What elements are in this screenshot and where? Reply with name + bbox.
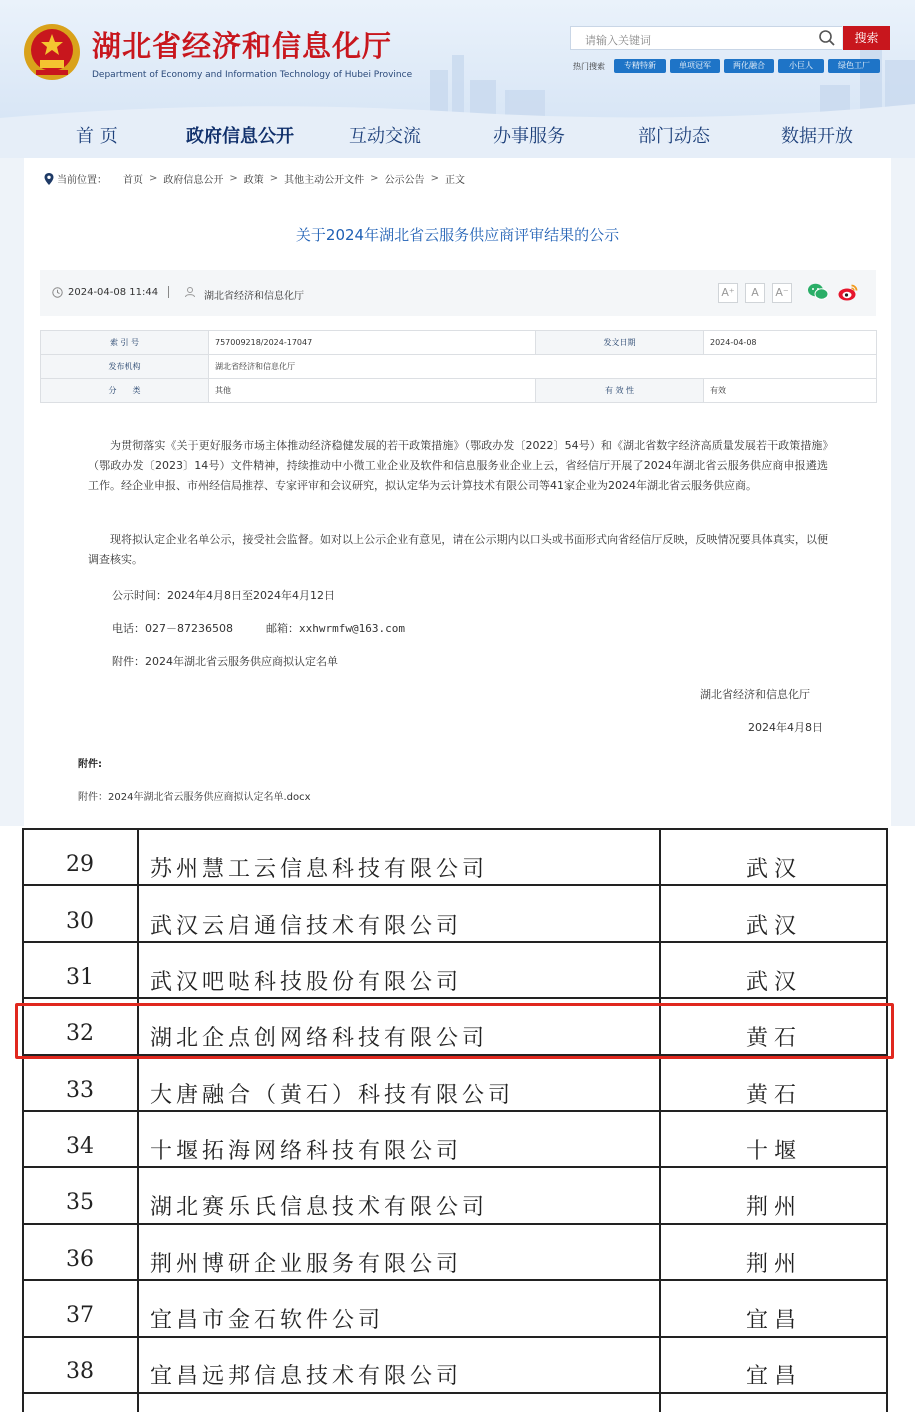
table-border [22,1110,888,1112]
company-name: 大唐融合（黄石）科技有限公司 [150,1083,515,1108]
table-border [22,884,888,886]
breadcrumb-separator: > [269,173,279,184]
document-meta-table [40,330,877,403]
breadcrumb-announcements[interactable]: 公示公告 [384,175,425,186]
attachment-line: 附件：2024年湖北省云服务供应商拟认定名单 [112,655,338,668]
wechat-icon[interactable] [807,282,829,302]
search-button[interactable]: 搜索 [843,26,890,50]
breadcrumb [44,171,465,186]
contact-phone: 电话：027－87236508 [112,622,233,635]
table-border [22,997,888,999]
company-name: 湖北赛乐氏信息技术有限公司 [150,1195,489,1220]
company-name: 十堰拓海网络科技有限公司 [150,1139,463,1164]
article-title: 关于2024年湖北省云服务供应商评审结果的公示 [295,226,620,244]
page-gutter-left [0,158,24,826]
breadcrumb-separator: > [229,173,238,184]
meta-divider [168,286,169,298]
breadcrumb-separator: > [430,173,439,184]
site-title[interactable]: 湖北省经济和信息化厅 [92,29,393,63]
highlight-box-row-32 [15,1003,894,1059]
issue-date-label: 发文日期 [536,331,704,355]
company-name: 湖北企点创网络科技有限公司 [150,1026,489,1051]
row-number: 36 [66,1247,94,1272]
company-city: 宜昌 [745,1308,802,1333]
table-border [22,1279,888,1281]
search-input[interactable]: 请输入关键词 [570,26,842,50]
category-value: 其他 [209,379,536,403]
body-paragraph-1: 为贯彻落实《关于更好服务市场主体推动经济稳健发展的若干政策措施》（鄂政办发〔2022〕54号）和《湖北省数字经济高质量发展若干政策措施》（鄂政办发〔2023〕14号）文件精神，持续推动中小微工业企业及软件和信息服务业企业上云，省经信厅开展了2024年湖北省云服务供应商申报遴选工作。经企业申报、市州经信局推荐、专家评审和会议研究，拟认定华为云计算技术有限公司等41家企业为2024年湖北省云服务供应商。 [88,439,828,492]
contact-email[interactable]: 邮箱：xxhwrmfw@163.com [266,622,405,635]
company-name: 苏州慧工云信息科技有限公司 [150,857,489,882]
company-city: 黄石 [745,1083,802,1108]
signature-date: 2024年4月8日 [748,721,823,734]
validity-value: 有效 [704,379,877,403]
breadcrumb-gov-info[interactable]: 政府信息公开 [163,175,224,186]
breadcrumb-home[interactable]: 首页 [123,175,143,186]
company-name: 武汉吧哒科技股份有限公司 [150,970,463,995]
publisher-icon [184,286,196,298]
issuing-org-label: 发布机构 [41,355,209,379]
nav-interaction[interactable]: 互动交流 [349,126,421,147]
index-label: 索 引 号 [41,331,209,355]
row-number: 30 [66,909,94,934]
company-city: 十堰 [745,1139,802,1164]
hot-search-label: 热门搜索 [573,62,605,71]
table-border [22,941,888,943]
company-name: 宜昌市金石软件公司 [150,1308,385,1333]
issue-date-value: 2024-04-08 [704,331,877,355]
site-subtitle: Department of Economy and Information Technology of Hubei Province [92,70,413,80]
validity-label: 有 效 性 [536,379,704,403]
table-border [22,1223,888,1225]
breadcrumb-separator: > [370,173,379,184]
font-increase-button[interactable]: A⁺ [718,283,738,303]
font-decrease-button[interactable]: A⁻ [772,283,792,303]
search-icon[interactable] [818,29,836,47]
company-name: 宜昌远邦信息技术有限公司 [150,1364,463,1389]
hot-tag-2[interactable]: 单项冠军 [670,59,720,73]
hot-tag-3[interactable]: 两化融合 [724,59,774,73]
row-number: 35 [66,1190,94,1215]
issuing-org-value: 湖北省经济和信息化厅 [209,355,877,379]
body-paragraph-2: 现将拟认定企业名单公示，接受社会监督。如对以上公示企业有意见，请在公示期内以口头或书面形式向省经信厅反映，反映情况要具体真实，以便调查核实。 [88,533,828,566]
hot-tag-5[interactable]: 绿色工厂 [828,59,880,73]
clock-icon [52,287,63,298]
nav-department-news[interactable]: 部门动态 [638,126,710,147]
table-border [22,1336,888,1338]
national-emblem-icon [22,22,82,82]
publish-date: 2024-04-08 11:44 [68,287,159,298]
company-city: 宜昌 [745,1364,802,1389]
breadcrumb-current: 正文 [444,175,465,186]
row-number: 37 [66,1303,94,1328]
attachment-heading: 附件: [78,759,102,770]
nav-open-data[interactable]: 数据开放 [781,126,853,147]
location-pin-icon [44,173,54,185]
breadcrumb-other-files[interactable]: 其他主动公开文件 [284,175,365,186]
company-city: 黄石 [745,1026,802,1051]
font-default-button[interactable]: A [745,283,765,303]
row-number: 34 [66,1134,94,1159]
breadcrumb-policy[interactable]: 政策 [243,175,264,186]
nav-services[interactable]: 办事服务 [493,126,565,147]
row-number: 32 [66,1021,94,1046]
company-city: 荆州 [745,1195,802,1220]
company-name: 武汉云启通信技术有限公司 [150,914,463,939]
company-name: 荆州博研企业服务有限公司 [150,1252,463,1277]
hot-tag-1[interactable]: 专精特新 [614,59,666,73]
row-number: 29 [66,852,94,877]
company-city: 荆州 [745,1252,802,1277]
table-border [22,1166,888,1168]
table-border [22,1392,888,1394]
nav-gov-info[interactable]: 政府信息公开 [186,126,294,147]
company-city: 武汉 [745,914,802,939]
category-label: 分 类 [41,379,209,403]
breadcrumb-separator: > [149,173,158,184]
company-city: 武汉 [745,970,802,995]
attachment-file-link[interactable]: 附件：2024年湖北省云服务供应商拟认定名单.docx [78,792,311,803]
publicity-period: 公示时间：2024年4月8日至2024年4月12日 [112,589,335,602]
site-header [0,0,915,158]
page-gutter-right [891,158,915,826]
row-number: 31 [66,965,94,990]
breadcrumb-label: 当前位置： [57,175,107,186]
signature-org: 湖北省经济和信息化厅 [700,688,810,701]
row-number: 33 [66,1078,94,1103]
row-number: 38 [66,1359,94,1384]
main-nav [0,116,915,154]
index-value: 757009218/2024-17047 [209,331,536,355]
article-meta-bar [40,270,876,316]
publisher-name: 湖北省经济和信息化厅 [204,291,304,302]
company-city: 武汉 [745,857,802,882]
nav-home[interactable]: 首 页 [76,126,118,147]
table-border [22,828,888,830]
weibo-icon[interactable] [837,282,859,302]
hot-tag-4[interactable]: 小巨人 [778,59,824,73]
